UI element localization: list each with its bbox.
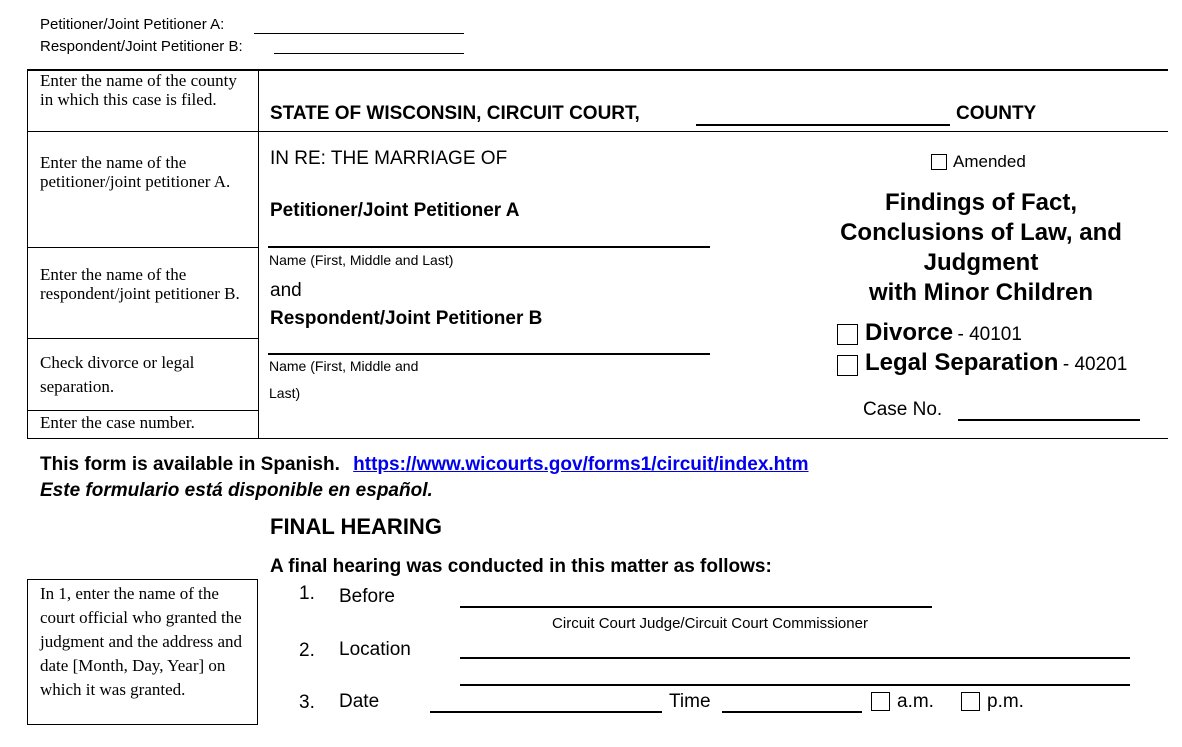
- item2-label: Location: [339, 639, 411, 660]
- item3-label: Date: [339, 691, 380, 712]
- pm-label: p.m.: [987, 691, 1024, 712]
- legal-separation-code: - 40201: [1062, 354, 1128, 375]
- time-label: Time: [669, 691, 711, 712]
- respondent-header-field[interactable]: [274, 53, 464, 54]
- date-field[interactable]: [430, 711, 662, 713]
- amended-checkbox[interactable]: [931, 154, 947, 170]
- case-no-label: Case No.: [863, 399, 943, 420]
- legal-separation-label: Legal Separation: [865, 349, 1059, 376]
- item1-number: 1.: [299, 583, 315, 604]
- legal-separation-checkbox[interactable]: [837, 355, 858, 376]
- divorce-code: - 40101: [957, 324, 1022, 345]
- time-field[interactable]: [722, 711, 862, 713]
- final-hearing-intro: A final hearing was conducted in this matter as follows:: [270, 556, 772, 577]
- language-notice-english: This form is available in Spanish.: [40, 454, 340, 475]
- form-title-line-3: Judgment: [923, 249, 1039, 276]
- item2-number: 2.: [299, 640, 315, 661]
- am-checkbox[interactable]: [871, 692, 890, 711]
- form-title-line-2: Conclusions of Law, and: [840, 219, 1122, 246]
- respondent-name-hint-1: Name (First, Middle and: [269, 358, 419, 374]
- petitioner-name-hint: Name (First, Middle and Last): [269, 252, 454, 268]
- instruction-check: Check divorce or legal separation.: [40, 353, 195, 396]
- location-field-line-2[interactable]: [460, 684, 1130, 686]
- and-label: and: [270, 280, 302, 301]
- form-title: [790, 188, 1172, 308]
- instruction-petitioner: Enter the name of the petitioner/joint petitioner A.: [40, 153, 231, 191]
- divorce-label: Divorce: [865, 319, 954, 346]
- respondent-header-label: Respondent/Joint Petitioner B:: [40, 38, 243, 55]
- case-number-field[interactable]: [958, 419, 1140, 421]
- divorce-checkbox[interactable]: [837, 324, 858, 345]
- amended-label: Amended: [953, 152, 1026, 171]
- instruction-county: Enter the name of the county in which this case is filed.: [40, 71, 237, 109]
- instruction-hearing: In 1, enter the name of the court official who granted the judgment and the address and date [Month, Day, Year] on which it was granted.: [40, 584, 243, 699]
- form-title-line-1: Findings of Fact,: [885, 189, 1077, 216]
- instruction-respondent: Enter the name of the respondent/joint petitioner B.: [40, 265, 240, 303]
- court-official-hint: Circuit Court Judge/Circuit Court Commissioner: [552, 615, 868, 632]
- petitioner-name-field[interactable]: [268, 246, 710, 248]
- form-title-line-4: with Minor Children: [869, 279, 1093, 306]
- language-notice: [40, 454, 809, 476]
- am-label: a.m.: [897, 691, 934, 712]
- legal-separation-option: [865, 349, 1127, 377]
- court-county-label: COUNTY: [956, 103, 1037, 124]
- forms-link[interactable]: https://www.wicourts.gov/forms1/circuit/index.htm: [353, 454, 809, 475]
- respondent-name-hint-2: Last): [269, 385, 301, 401]
- county-name-field[interactable]: [696, 124, 950, 126]
- final-hearing-title: FINAL HEARING: [270, 514, 442, 539]
- item1-label: Before: [339, 586, 395, 607]
- respondent-name-field[interactable]: [268, 353, 710, 355]
- location-field-line-1[interactable]: [460, 657, 1130, 659]
- petitioner-heading: Petitioner/Joint Petitioner A: [270, 200, 520, 221]
- court-official-field[interactable]: [460, 606, 932, 608]
- in-re-label: IN RE: THE MARRIAGE OF: [270, 148, 508, 169]
- petitioner-header-label: Petitioner/Joint Petitioner A:: [40, 16, 225, 33]
- divorce-option: [865, 319, 1022, 347]
- pm-checkbox[interactable]: [961, 692, 980, 711]
- petitioner-header-field[interactable]: [254, 33, 464, 34]
- item3-number: 3.: [299, 692, 315, 713]
- court-state-label: STATE OF WISCONSIN, CIRCUIT COURT,: [270, 103, 640, 124]
- respondent-heading: Respondent/Joint Petitioner B: [270, 308, 543, 329]
- language-notice-spanish: Este formulario está disponible en español.: [40, 480, 433, 501]
- instruction-case-number: Enter the case number.: [40, 413, 195, 432]
